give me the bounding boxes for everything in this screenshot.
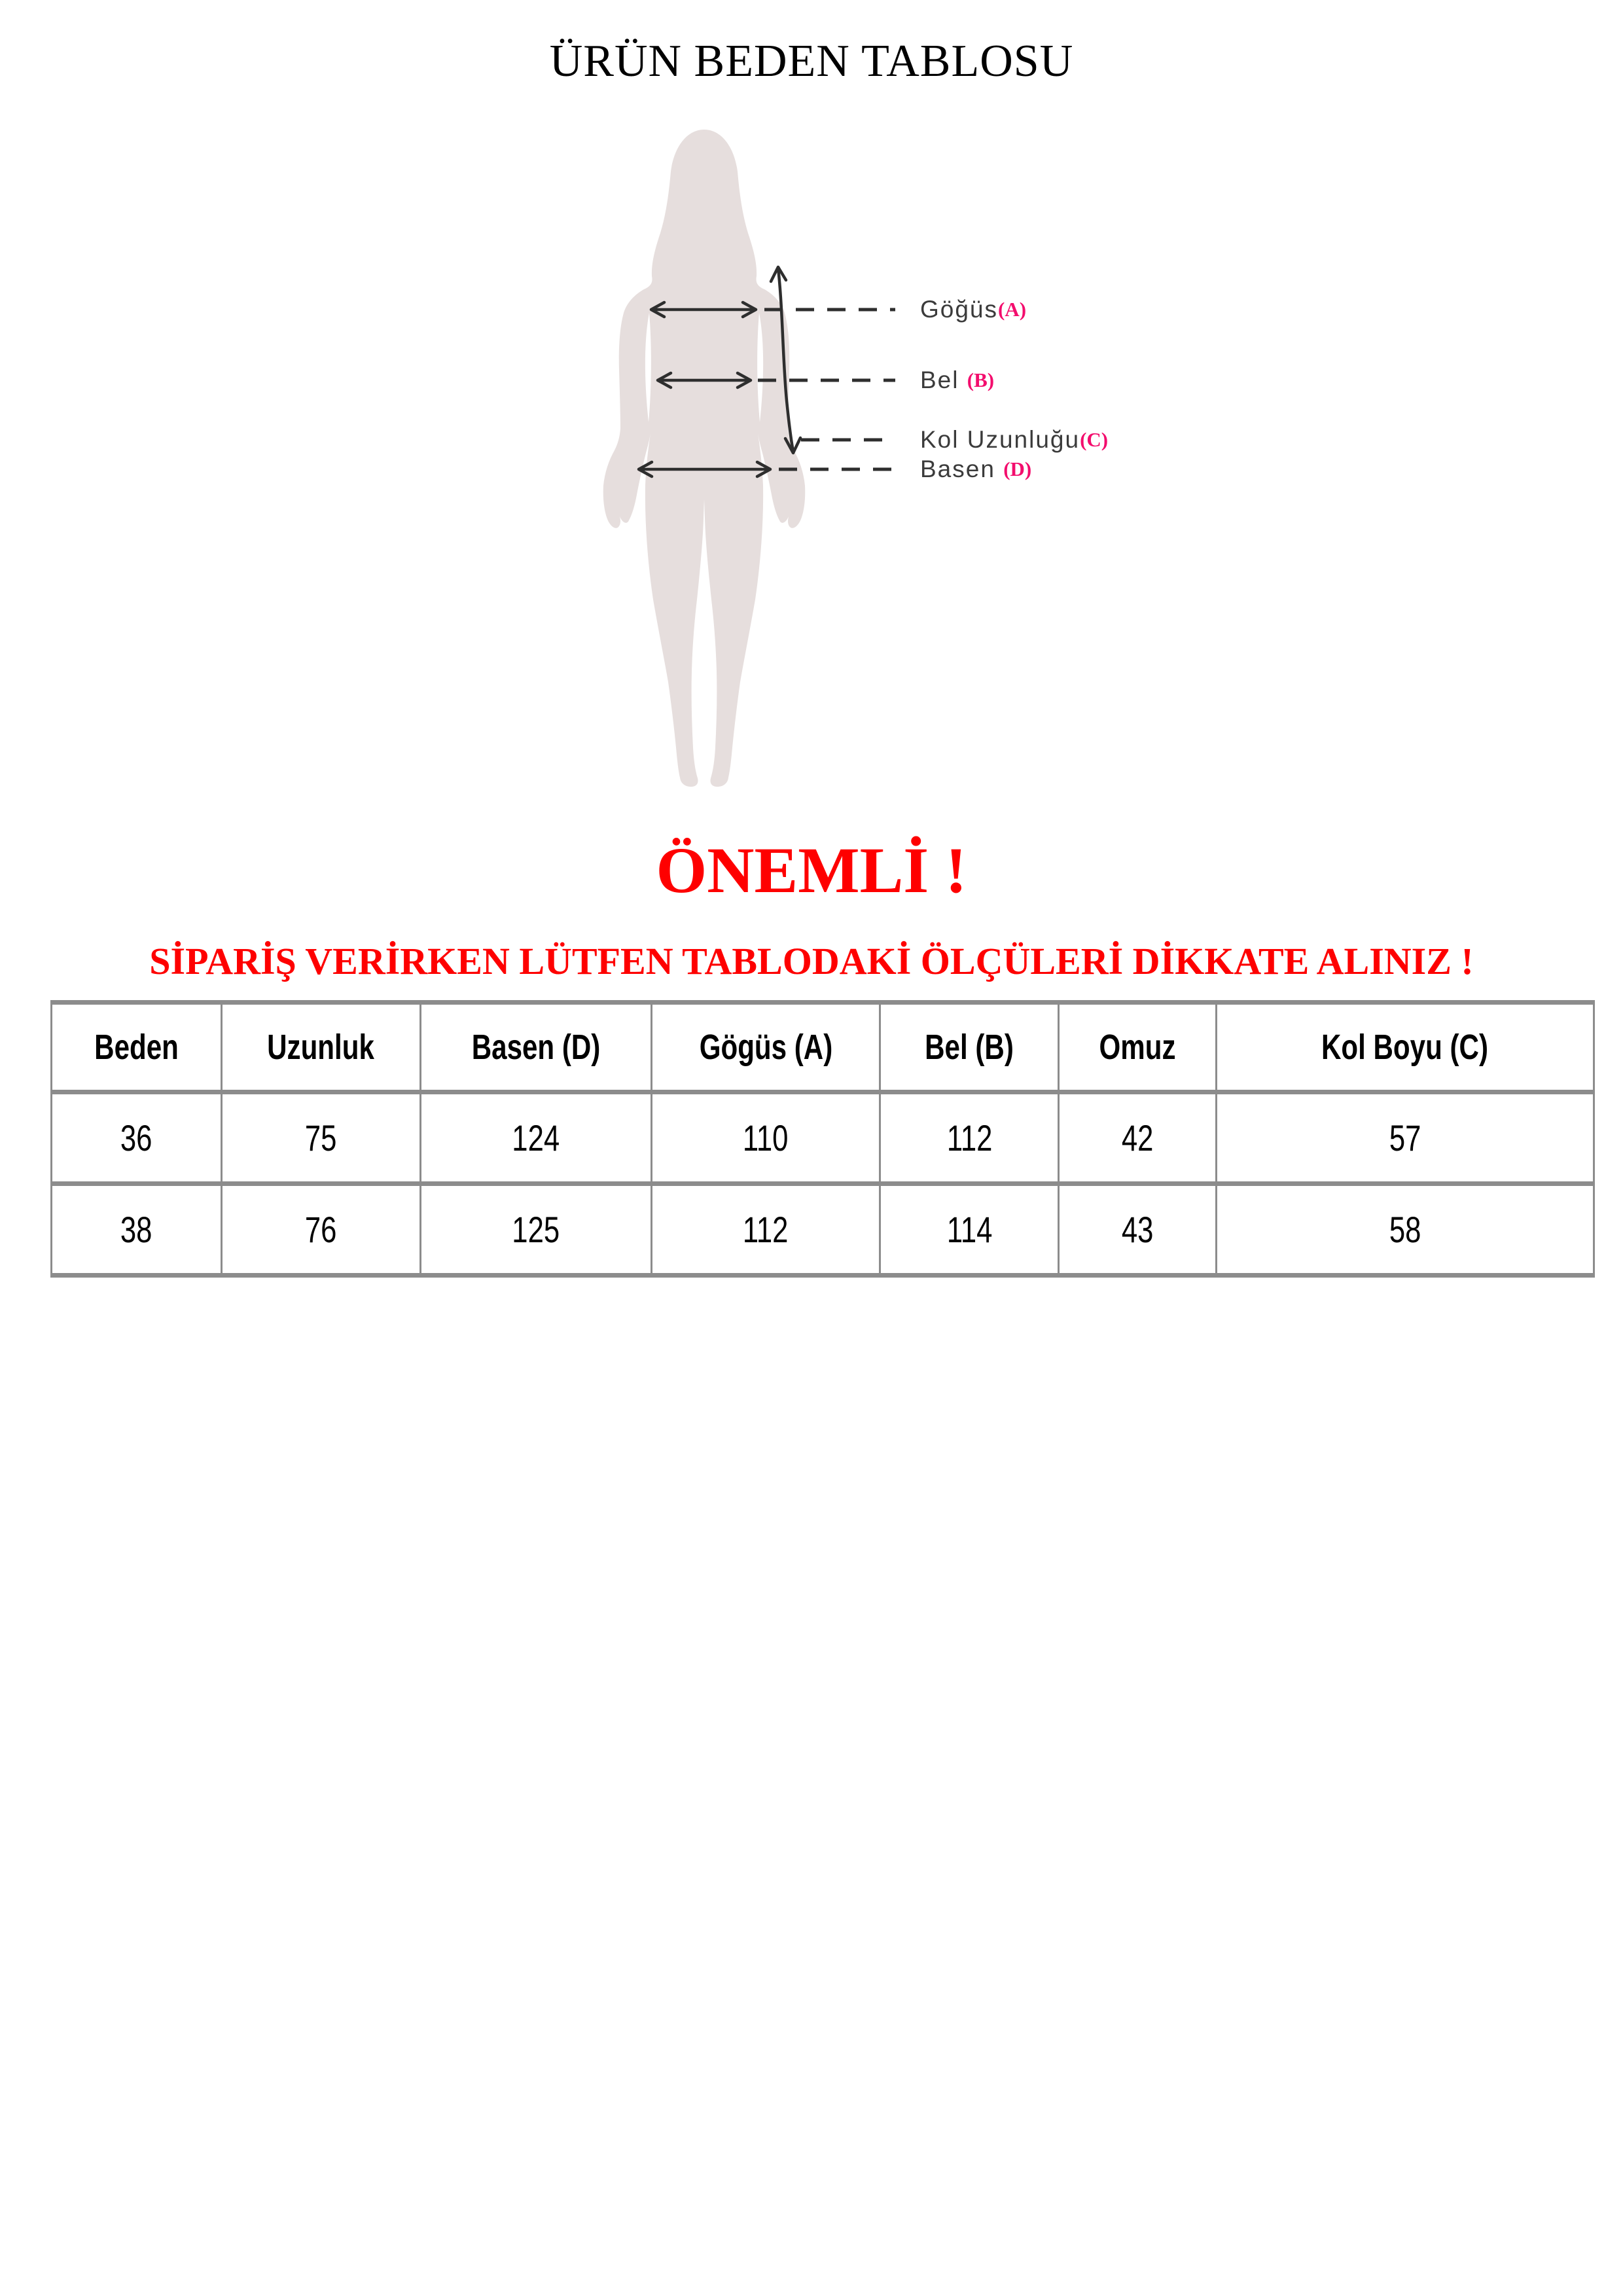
data-cell: 75	[221, 1092, 421, 1184]
header-cell-uzunluk: Uzunluk	[221, 1003, 421, 1092]
arm-length-label	[920, 425, 1108, 456]
header-cell-omuz: Omuz	[1059, 1003, 1217, 1092]
size-row-36	[52, 1092, 1594, 1184]
data-cell: 110	[651, 1092, 880, 1184]
data-cell: 43	[1059, 1184, 1217, 1276]
data-cell: 57	[1216, 1092, 1594, 1184]
arm-length-label-letter: (C)	[1080, 428, 1109, 451]
hip-label-letter: (D)	[1003, 457, 1032, 480]
waist-label-text: Bel	[920, 367, 967, 393]
header-cell-beden: Beden	[52, 1003, 222, 1092]
size-table	[50, 1000, 1595, 1278]
hip-label-text: Basen	[920, 456, 1004, 482]
data-cell: 38	[52, 1184, 222, 1276]
data-cell: 76	[221, 1184, 421, 1276]
size-row-38	[52, 1184, 1594, 1276]
data-cell: 42	[1059, 1092, 1217, 1184]
chest-label-text: Göğüs	[920, 296, 999, 323]
waist-label	[920, 366, 994, 396]
header-cell-gogus: Gögüs (A)	[651, 1003, 880, 1092]
important-heading: ÖNEMLİ !	[656, 834, 967, 906]
arm-length-label-text: Kol Uzunluğu	[920, 426, 1080, 453]
chest-label-letter: (A)	[998, 298, 1027, 321]
body-silhouette	[603, 130, 806, 787]
data-cell: 114	[880, 1184, 1059, 1276]
warning-subheading: SİPARİŞ VERİRKEN LÜTFEN TABLODAKİ ÖLÇÜLERİ DİKKATE ALINIZ !	[149, 940, 1474, 982]
body-measurement-figure	[576, 124, 903, 792]
data-cell: 58	[1216, 1184, 1594, 1276]
header-cell-bel: Bel (B)	[880, 1003, 1059, 1092]
chest-label	[920, 295, 1026, 325]
header-cell-kol-boyu: Kol Boyu (C)	[1216, 1003, 1594, 1092]
data-cell: 124	[421, 1092, 652, 1184]
data-cell: 112	[651, 1184, 880, 1276]
size-table-header-row	[52, 1003, 1594, 1092]
waist-label-letter: (B)	[967, 368, 995, 391]
header-cell-basen: Basen (D)	[421, 1003, 652, 1092]
data-cell: 125	[421, 1184, 652, 1276]
data-cell: 36	[52, 1092, 222, 1184]
data-cell: 112	[880, 1092, 1059, 1184]
page-title: ÜRÜN BEDEN TABLOSU	[549, 36, 1074, 86]
hip-label	[920, 455, 1031, 485]
